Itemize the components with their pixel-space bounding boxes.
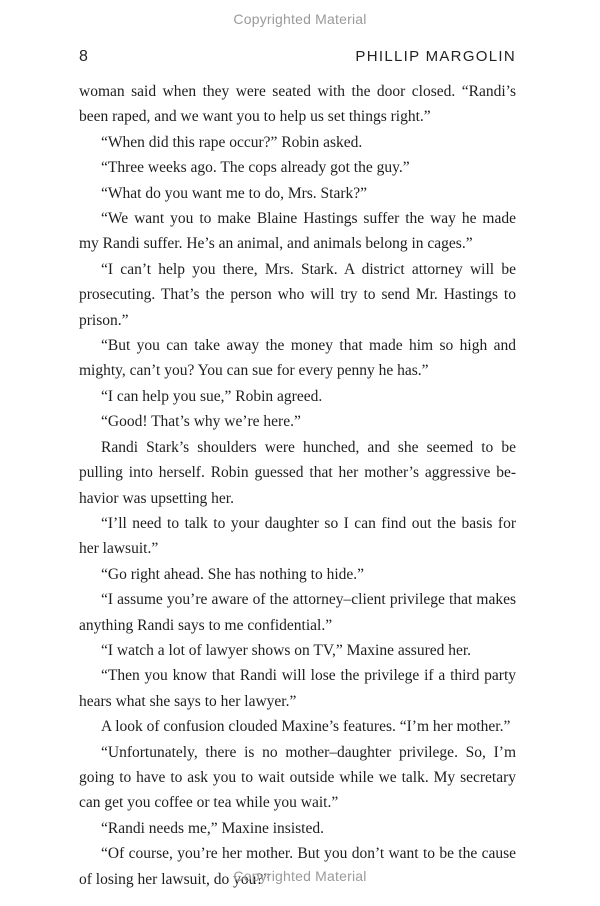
paragraph: “When did this rape occur?” Robin asked. (101, 133, 363, 151)
paragraph: A look of confusion clouded Maxine’s features. “I’m her mother.” (101, 718, 511, 736)
paragraph: “Unfortunately, there is no mother–daughter privilege. So, I’m going to have to ask you to wait outside while we talk. My secretary can get you coffee or tea while you wait.” (79, 743, 516, 812)
copyright-watermark-bottom: Copyrighted Material (233, 868, 367, 884)
paragraph: “I can help you sue,” Robin agreed. (101, 387, 323, 405)
paragraph: “I can’t help you there, Mrs. Stark. A district attorney will be prosecuting. That’s the person who will try to send Mr. Hastings to prison.” (79, 260, 516, 329)
paragraph: “We want you to make Blaine Hastings suffer the way he made my Randi suffer. He’s an animal, and animals belong in cages.” (79, 210, 516, 253)
paragraph: “Of course, you’re her mother. But you don’t want to be the cause of losing her lawsuit, do you?” (79, 845, 516, 888)
paragraph-continued: woman said when they were seated with the door closed. “Randi’s been raped, and we want you to help us set things right.” (79, 83, 516, 126)
paragraph: Randi Stark’s shoulders were hunched, and she seemed to be pulling into herself. Robin guessed that her mother’s aggressive behavior was upsetting her. (79, 438, 516, 507)
paragraph: “I assume you’re aware of the attorney–client privilege that makes anything Randi says to me confidential.” (79, 591, 516, 634)
copyright-watermark-top: Copyrighted Material (233, 11, 367, 27)
paragraph: “Good! That’s why we’re here.” (101, 413, 301, 431)
paragraph: “But you can take away the money that made him so high and mighty, can’t you? You can sue for every penny he has.” (79, 337, 516, 380)
paragraph: “What do you want me to do, Mrs. Stark?” (101, 184, 368, 202)
paragraph: “Randi needs me,” Maxine insisted. (101, 819, 324, 837)
running-head-author: PHILLIP MARGOLIN (355, 48, 516, 65)
paragraph: “Then you know that Randi will lose the privilege if a third party hears what she says to her lawyer.” (79, 667, 516, 710)
paragraph: “I’ll need to talk to your daughter so I can find out the basis for her lawsuit.” (79, 514, 516, 558)
page-number: 8 (79, 48, 88, 65)
paragraph: “I watch a lot of lawyer shows on TV,” Maxine assured her. (101, 641, 472, 659)
page-body-text (79, 79, 516, 892)
running-head (79, 48, 516, 68)
paragraph: “Three weeks ago. The cops already got the guy.” (101, 159, 410, 177)
paragraph: “Go right ahead. She has nothing to hide.” (101, 565, 365, 583)
